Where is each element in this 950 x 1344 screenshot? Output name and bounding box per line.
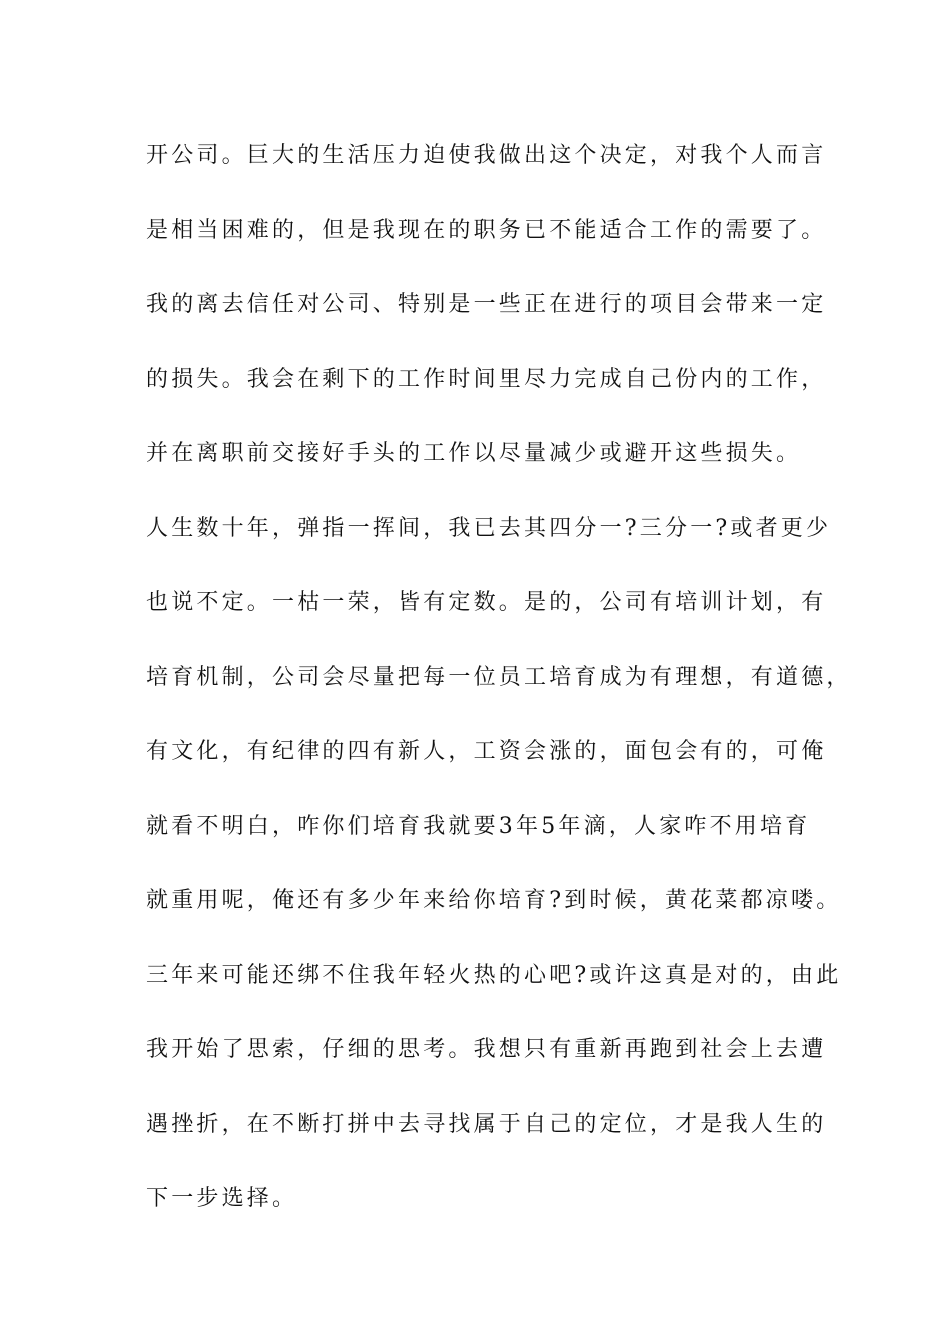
text-line: 三年来可能还绑不住我年轻火热的心吧?或许这真是对的，由此	[146, 962, 842, 988]
text-line: 培育机制，公司会尽量把每一位员工培育成为有理想，有道德，	[146, 664, 852, 690]
text-line: 我开始了思索，仔细的思考。我想只有重新再跑到社会上去遭	[146, 1037, 827, 1062]
text-line: 下一步选择。	[146, 1186, 298, 1211]
text-line: 的损失。我会在剩下的工作时间里尽力完成自己份内的工作，	[146, 366, 827, 392]
text-line: 我的离去信任对公司、特别是一些正在进行的项目会带来一定	[146, 292, 827, 317]
text-line: 就看不明白，咋你们培育我就要3年5年滴，人家咋不用培育	[146, 813, 811, 839]
text-line: 遇挫折，在不断打拼中去寻找属于自己的定位，才是我人生的	[146, 1111, 827, 1137]
text-line: 有文化，有纪律的四有新人，工资会涨的，面包会有的，可俺	[146, 739, 827, 764]
text-line: 也说不定。一枯一荣，皆有定数。是的，公司有培训计划，有	[146, 590, 827, 615]
text-line: 人生数十年，弹指一挥间，我已去其四分一?三分一?或者更少	[146, 515, 832, 541]
text-line: 就重用呢，俺还有多少年来给你培育?到时候，黄花菜都凉喽。	[146, 888, 842, 913]
text-line: 并在离职前交接好手头的工作以尽量减少或避开这些损失。	[146, 441, 802, 466]
text-line: 是相当困难的，但是我现在的职务已不能适合工作的需要了。	[146, 217, 827, 243]
text-line: 开公司。巨大的生活压力迫使我做出这个决定，对我个人而言	[146, 143, 827, 168]
body-text	[146, 128, 852, 1246]
